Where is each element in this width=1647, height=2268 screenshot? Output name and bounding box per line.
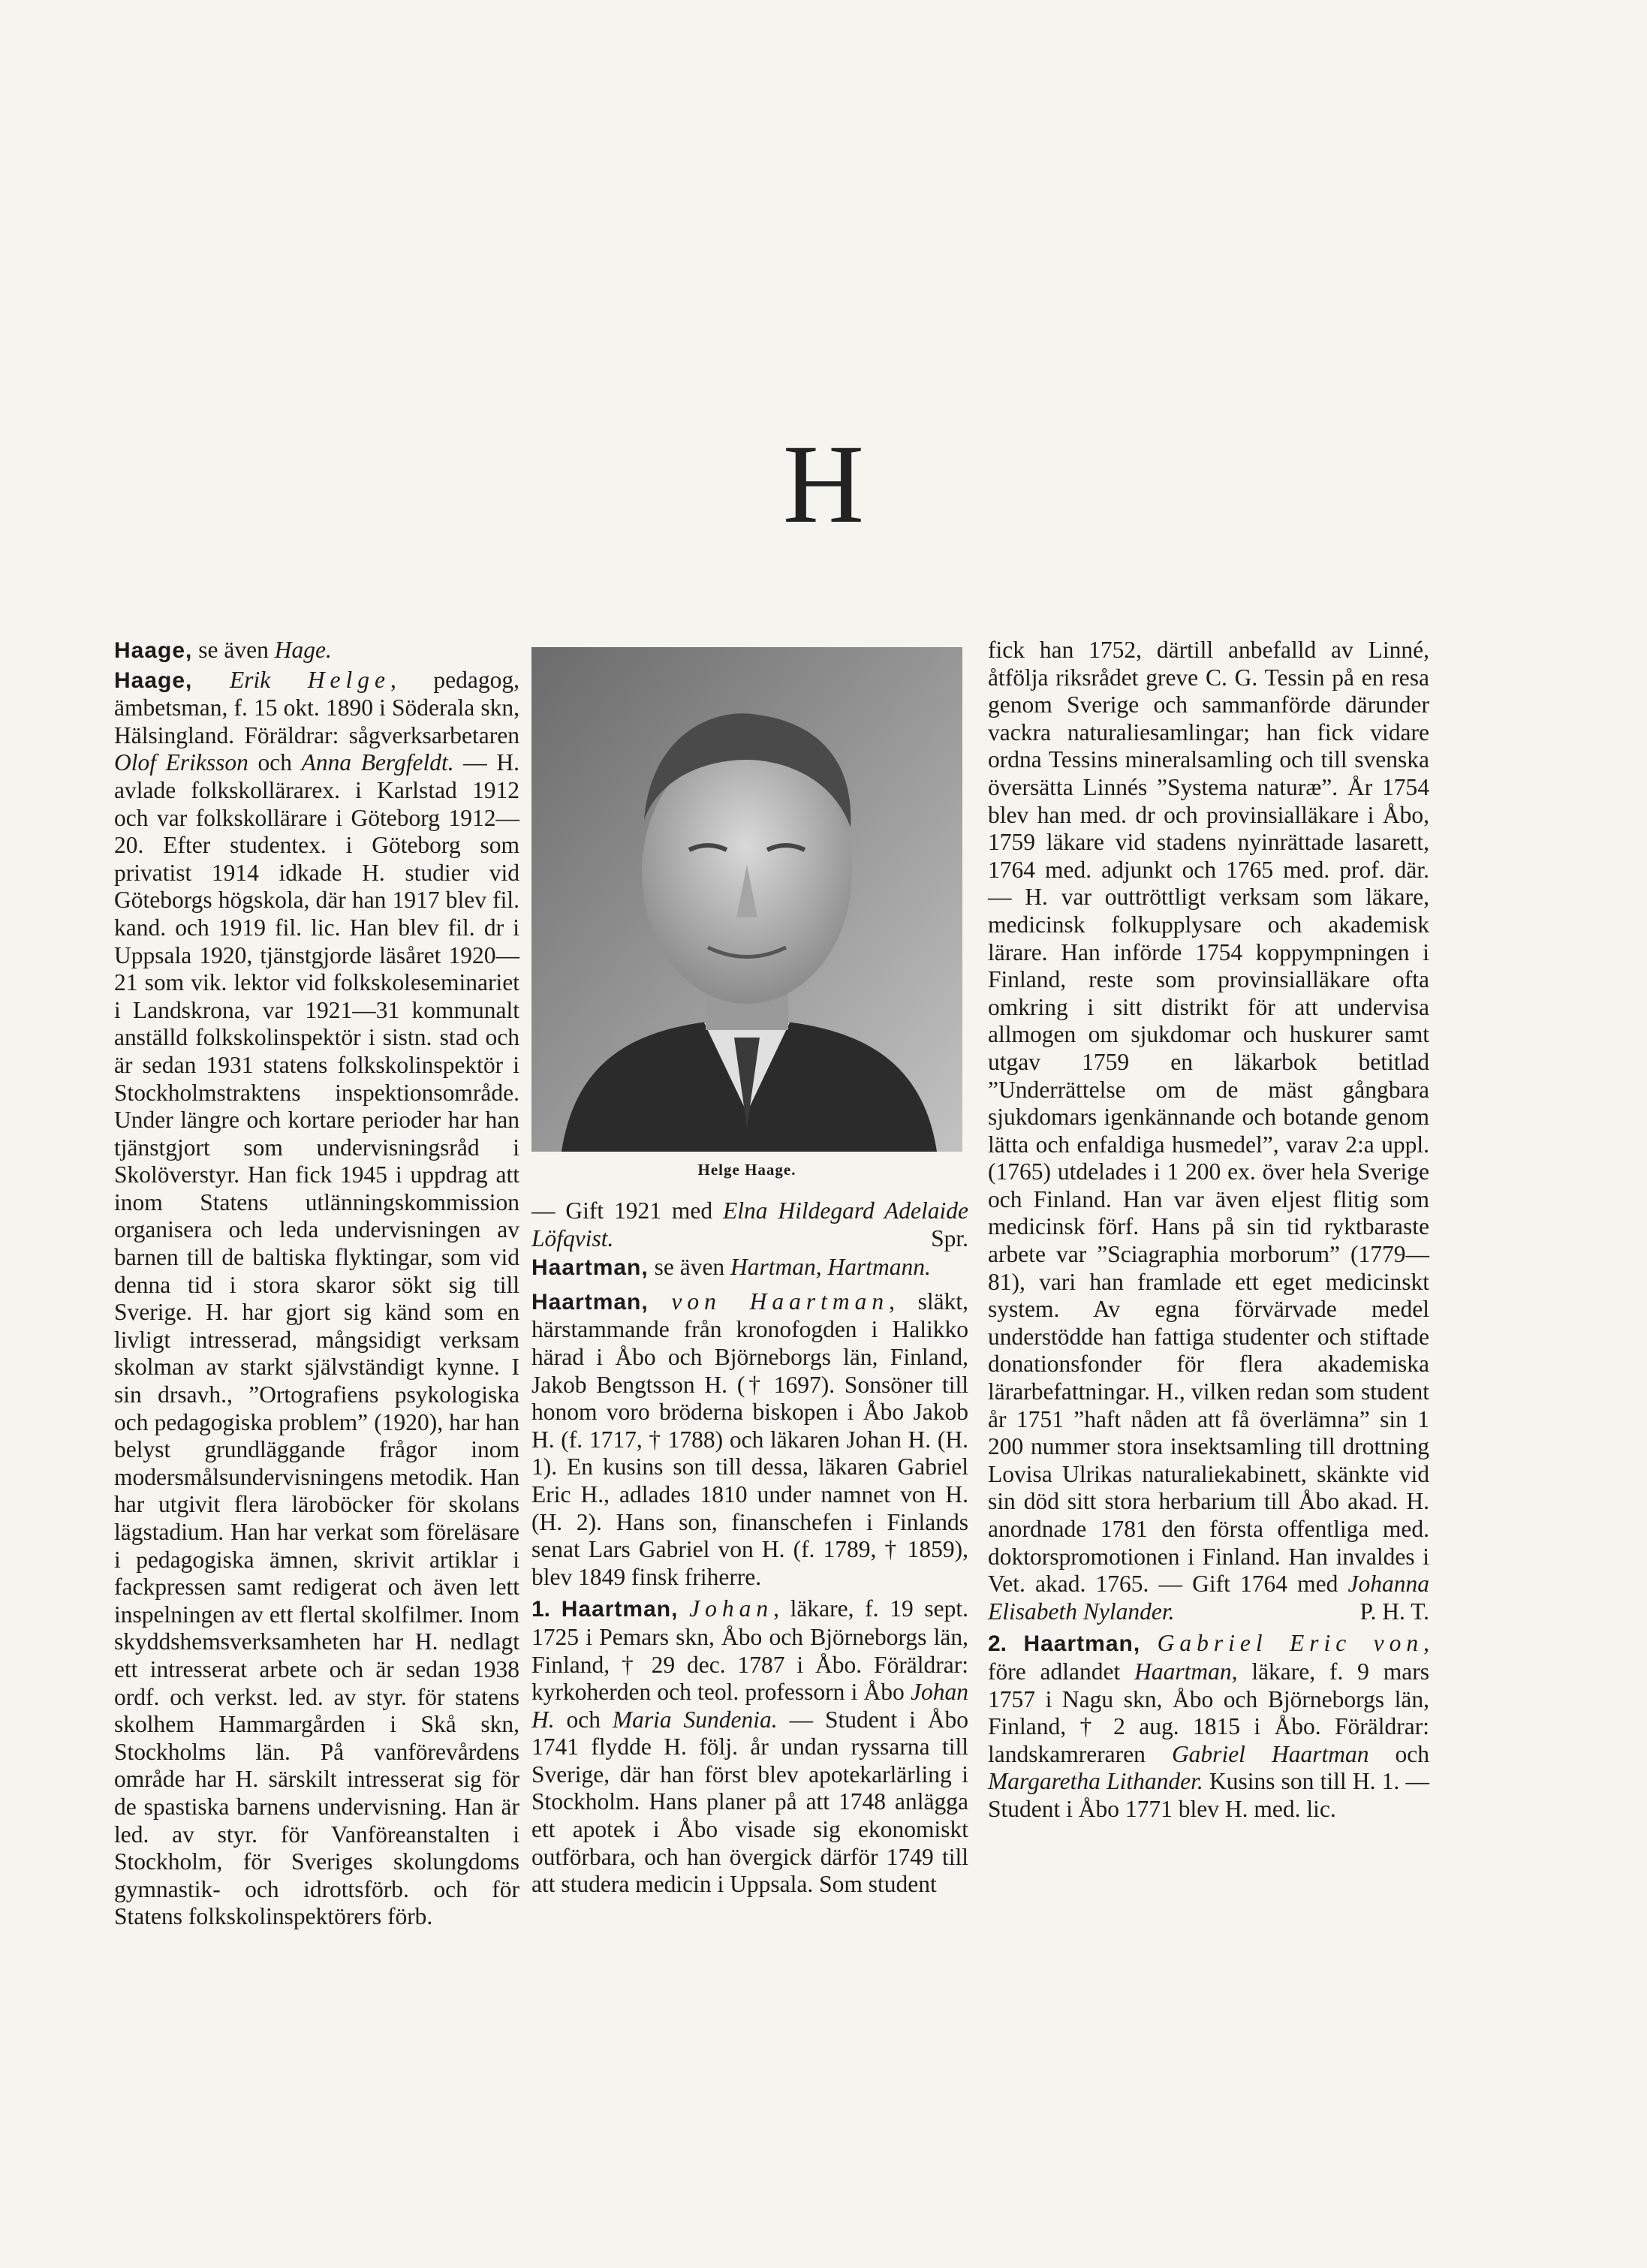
portrait-illustration bbox=[531, 647, 962, 1152]
author-signature: Spr. bbox=[931, 1224, 968, 1251]
headword: Haage, bbox=[114, 667, 193, 693]
entry-haage-marriage: — Gift 1921 med Elna Hildegard Adelaide Löfqvist. Spr. bbox=[531, 1197, 968, 1251]
entry-haartman-gabriel: 2. Haartman, Gabriel Eric von, före adlandet Haartman, läkare, f. 9 mars 1757 i Nagu skn, Åbo och Björneborgs län, Finland, † 2 aug. 1815 i Åbo. Föräldrar: landskamreraren Gabriel Haartman och Margaretha Lithander. Kusins son till H. 1. — Student i Åbo 1771 blev H. med. lic. bbox=[988, 1630, 1430, 1822]
cross-reference: Hage. bbox=[274, 637, 332, 663]
entry-haartman-johan-continued: fick han 1752, därtill anbefalld av Linné, åtfölja riksrådet greve C. G. Tessin på en resa genom Sverige och sammanförde därunder vackra naturaliesamlingar; han fick vidare ordna Tessins mineralsamling och till svenska översätta Linnés ”Systema naturæ”. År 1754 blev han med. dr och provinsialläkare i Åbo, 1759 läkare vid stadens nyinrättade lasarett, 1764 med. adjunkt och 1765 med. prof. där. — H. var outtröttligt verksam som läkare, medicinsk folkupplysare och akademisk lärare. Han införde 1754 koppympningen i Finland, reste som provinsialläkare ofta omkring i sitt distrikt för att undervisa allmogen om sjukdomar och huskurer samt utgav 1759 en läkarbok betitlad ”Underrättelse om de mäst gångbara sjukdomars igenkännande och botande genom lätta och enfaldiga husmedel”, varav 2:a uppl. (1765) utdelades i 1 200 ex. över hela Sverige och Finland. Han var även eljest flitig som medicinsk förf. Hans på sin tid ryktbaraste arbete var ”Sciagraphia morborum” (1779—81), vari han framlade ett eget medicinskt system. Av egna förvärvade medel understödde han fattiga studenter och stiftade donationsfonder för flera akademiska lärarbefattningar. H., vilken redan som student år 1751 ”haft nåden att få överlämna” sin 1 200 nummer stora insektsamling till drottning Lovisa Ulrikas naturaliekabinett, skänkte vid sin död sitt stora herbarium till Åbo akad. H. anordnade 1781 den första offentliga med. doktorspromotionen i Finland. Han invaldes i Vet. akad. 1765. — Gift 1764 med Johanna Elisabeth Nylander. P. H. T. bbox=[988, 637, 1429, 1625]
headword: Haartman, bbox=[561, 1597, 679, 1622]
entry-haage-see: Haage, se även Hage. bbox=[114, 637, 332, 663]
photo-caption: Helge Haage. bbox=[697, 1161, 796, 1179]
headword: Haartman, bbox=[531, 1255, 649, 1281]
entry-haartman-johan: 1. Haartman, Johan, läkare, f. 19 sept. 1725 i Pemars skn, Åbo och Björneborgs län, Finland, † 29 dec. 1787 i Åbo. Föräldrar: kyrkoherden och teol. professorn i Åbo Johan H. och Maria Sundenia. — Student i Åbo 1741 flydde H. följ. år undan ryssarna till Sverige, där han först blev apotekarlärling i Stockholm. Hans planer på att 1748 anlägga ett apotek i Åbo visade sig ekonomiskt outförbara, och han övergick därför 1749 till att studera medicin i Uppsala. Som student bbox=[531, 1595, 969, 1898]
headword: Haartman, bbox=[531, 1289, 649, 1315]
portrait-photo bbox=[531, 647, 962, 1152]
cross-reference: Hartman, Hartmann. bbox=[730, 1254, 931, 1281]
entry-haage-erik-helge: Haage, Erik Helge, pedagog, ämbetsman, f. 15 okt. 1890 i Söderala skn, Hälsingland. Föräldrar: sågverksarbetaren Olof Eriksson och Anna Bergfeldt. — H. avlade folkskollärarex. i Karlstad 1912 och var folkskollärare i Göteborg 1912—20. Efter studentex. i Göteborg som privatist 1914 idkade H. studier vid Göteborgs högskola, där han 1917 blev fil. kand. och 1919 fil. lic. Han blev fil. dr i Uppsala 1920, tjänstgjorde läsåret 1920—21 som vik. lektor vid folkskoleseminariet i Landskrona, var 1921—31 kommunalt anställd folkskolinspektör i sistn. stad och är sedan 1931 statens folkskolinspektör i Stockholmstraktens inspektionsområde. Under längre och kortare perioder har han tjänstgjort som undervisningsråd i Skolöverstyr. Han fick 1945 i uppdrag att inom Statens utlänningskommission organisera och leda undervisningen av barnen till de baltiska flyktingar, som vid denna tid i stora skaror sökt sig till Sverige. H. har gjort sig känd som en livligt intresserad, mångsidigt verksam skolman av starkt självständigt kynne. I sin drsavh., ”Ortografiens psykologiska och pedagogiska problem” (1920), har han belyst grundläggande frågor inom modersmålsundervisningens metodik. Han har utgivit flera läroböcker för skolans lägstadium. Han har verkat som föreläsare i pedagogiska ämnen, skrivit artiklar i fackpressen samt redigerat och även lett inspelningen av ett flertal skolfilmer. Inom skyddshemsverksamheten har H. nedlagt ett intresserat arbete och är sedan 1938 ordf. och verkst. led. av styr. för statens skolhem Hammargården i Skå skn, Stockholms län. På vanförevårdens område har H. särskilt intresserat sig för de spastiska barnens undervisning. Han är led. av styr. för Vanföreanstalten i Stockholm, för Sveriges skolungdoms gymnastik- och idrottsförb. och för Statens folkskolinspektörers förb. bbox=[114, 666, 519, 1930]
column-left bbox=[114, 637, 519, 1931]
column-right bbox=[988, 637, 1429, 1824]
headword: Haage, bbox=[114, 638, 193, 663]
author-signature: P. H. T. bbox=[1359, 1598, 1429, 1625]
entry-haartman-family: Haartman, von Haartman, släkt, härstammande från kronofogden i Halikko härad i Åbo och Björneborgs län, Finland, Jakob Bengtsson H. († 1697). Sonsöner till honom voro bröderna biskopen i Åbo Jakob H. (f. 1717, † 1788) och läkaren Johan H. (H. 1). En kusins son till dessa, läkaren Gabriel Eric H., adlades 1810 under namnet von H. (H. 2). Hans son, finanschefen i Finlands senat Lars Gabriel von H. (f. 1789, † 1859), blev 1849 finsk friherre. bbox=[531, 1288, 968, 1590]
section-letter: H bbox=[782, 422, 865, 547]
column-middle bbox=[531, 1197, 968, 1899]
headword: Haartman, bbox=[1023, 1631, 1141, 1657]
entry-haartman-see: Haartman, se även Hartman, Hartmann. bbox=[531, 1254, 931, 1281]
